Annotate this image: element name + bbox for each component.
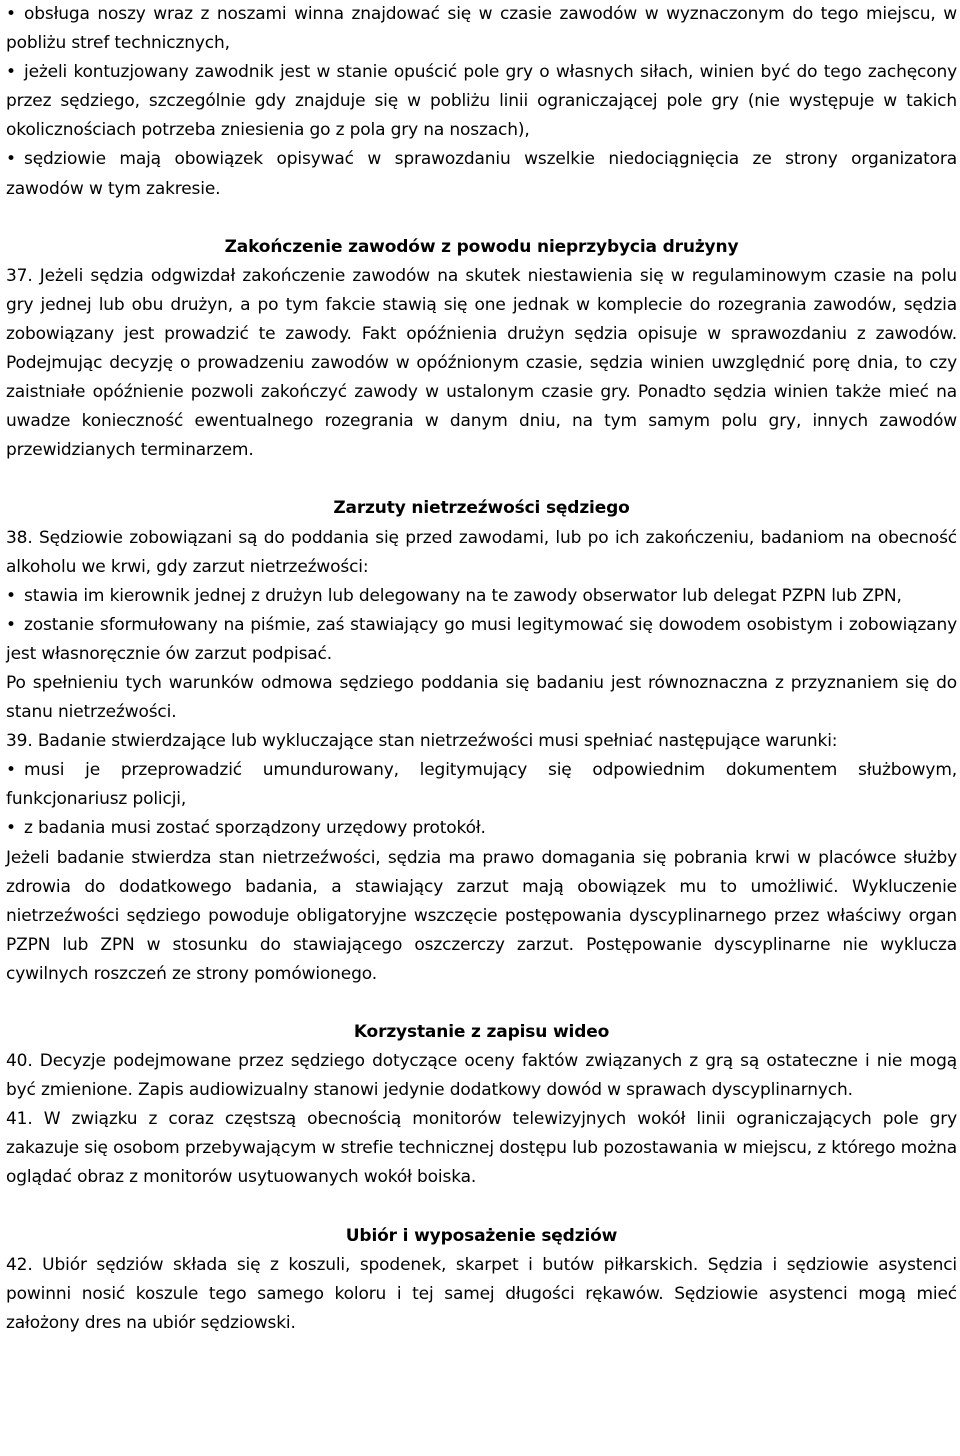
- bullet-claim-raised-by: • stawia im kierownik jednej z drużyn lub delegowany na te zawody obserwator lub delegat PZPN lub ZPN,: [6, 582, 957, 611]
- heading-intoxication-claims: Zarzuty nietrzeźwości sędziego: [333, 498, 630, 519]
- bullet-injured-player: • jeżeli kontuzjowany zawodnik jest w stanie opuścić pole gry o własnych siłach, winien być do tego zachęcony przez sędziego, szczególnie gdy znajduje się w pobliżu linii ograniczającej pole gry (nie występuje w takich okolicznościach potrzeba zniesienia go z pola gry na noszach),: [6, 58, 957, 145]
- paragraph-40: 40. Decyzje podejmowane przez sędziego dotyczące oceny faktów związanych z grą są ostateczne i nie mogą być zmienione. Zapis audiowizualny stanowi jedynie dodatkowy dowód w sprawach dyscyplinarnych.: [6, 1051, 957, 1101]
- paragraph-refusal: Po spełnieniu tych warunków odmowa sędziego poddania się badaniu jest równoznaczna z przyznaniem się do stanu nietrzeźwości.: [6, 672, 957, 723]
- heading-referee-attire: Ubiór i wyposażenie sędziów: [345, 1225, 618, 1246]
- bullet-protocol: • z badania musi zostać sporządzony urzędowy protokół.: [6, 814, 957, 843]
- paragraph-38: 38. Sędziowie zobowiązani są do poddania się przed zawodami, lub po ich zakończeniu, badaniom na obecność alkoholu we krwi, gdy zarzut nietrzeźwości:: [6, 527, 957, 577]
- bullet-claim-in-writing: • zostanie sformułowany na piśmie, zaś stawiający go musi legitymować się dowodem osobistym i zobowiązany jest własnoręcznie ów zarzut podpisać.: [6, 611, 957, 669]
- heading-match-end-no-show: Zakończenie zawodów z powodu nieprzybycia drużyny: [224, 236, 739, 257]
- paragraph-39: 39. Badanie stwierdzające lub wykluczające stan nietrzeźwości musi spełniać następujące warunki:: [6, 731, 838, 752]
- section-gap: [6, 989, 957, 1018]
- paragraph-blood-test: Jeżeli badanie stwierdza stan nietrzeźwości, sędzia ma prawo domagania się pobrania krwi w placówce służby zdrowia do dodatkowego badania, a stawiający zarzut mają obowiązek mu to umożliwić. Wykluczenie nietrzeźwości sędziego powoduje obligatoryjne wszczęcie postępowania dyscyplinarnego przez właściwy organ PZPN lub ZPN w stosunku do stawiającego oszczerczy zarzut. Postępowanie dyscyplinarne nie wyklucza cywilnych roszczeń ze strony pomówionego.: [6, 847, 957, 984]
- bullet-police-officer: • musi je przeprowadzić umundurowany, legitymujący się odpowiednim dokumentem służbowym, funkcjonariusz policji,: [6, 756, 957, 814]
- paragraph-37: 37. Jeżeli sędzia odgwizdał zakończenie zawodów na skutek niestawienia się w regulaminowym czasie na polu gry jednej lub obu drużyn, a po tym fakcie stawią się one jednak w komplecie do rozegrania zawodów, sędzia zobowiązany jest prowadzić te zawody. Fakt opóźnienia drużyn sędzia opisuje w sprawozdaniu z zawodów. Podejmując decyzję o prowadzeniu zawodów w opóźnionym czasie, sędzia winien uwzględnić porę dnia, to czy zaistniałe opóźnienie pozwoli zakończyć zawody w ustalonym czasie gry. Ponadto sędzia winien także mieć na uwadze konieczność ewentualnego rozegrania w danym dniu, na tym samym polu gry, innych zawodów przewidzianych terminarzem.: [6, 265, 957, 461]
- heading-video-recording: Korzystanie z zapisu wideo: [353, 1022, 610, 1042]
- section-gap: [6, 1193, 957, 1222]
- document-page: [6, 0, 957, 1338]
- bullet-stretcher-crew: • obsługa noszy wraz z noszami winna znajdować się w czasie zawodów w wyznaczonym do tego miejscu, w pobliżu stref technicznych,: [6, 0, 957, 58]
- bullet-referee-report: • sędziowie mają obowiązek opisywać w sprawozdaniu wszelkie niedociągnięcia ze strony organizatora zawodów w tym zakresie.: [6, 145, 957, 203]
- paragraph-41: 41. W związku z coraz częstszą obecnością monitorów telewizyjnych wokół linii ograniczających pole gry zakazuje się osobom przebywającym w strefie technicznej dostępu lub pozostawania w miejscu, z którego można oglądać obraz z monitorów usytuowanych wokół boiska.: [6, 1109, 957, 1188]
- section-gap: [6, 204, 957, 233]
- section-gap: [6, 465, 957, 494]
- paragraph-42: 42. Ubiór sędziów składa się z koszuli, spodenek, skarpet i butów piłkarskich. Sędzia i sędziowie asystenci powinni nosić koszule tego samego koloru i tej samej długości rękawów. Sędziowie asystenci mogą mieć założony dres na ubiór sędziowski.: [6, 1254, 957, 1333]
